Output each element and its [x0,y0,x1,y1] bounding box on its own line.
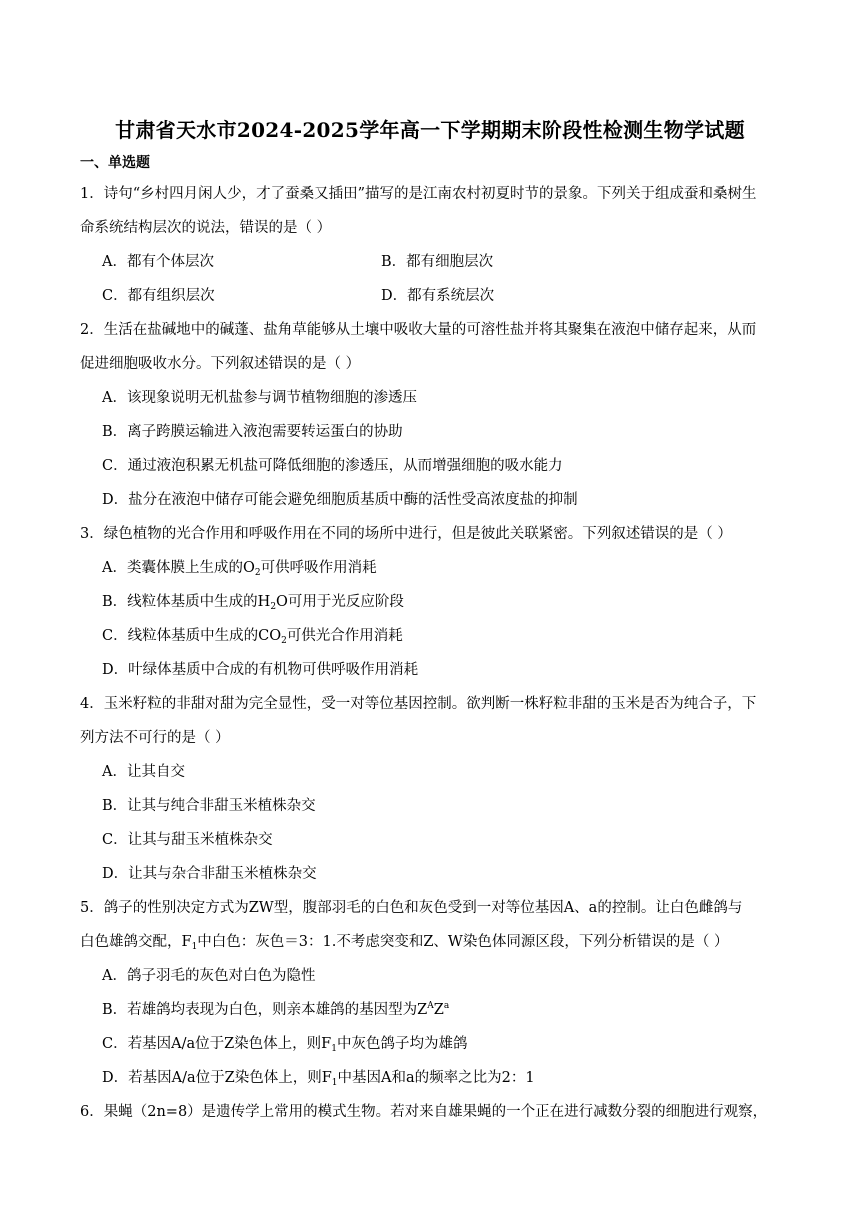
question-4-text-cont: 列方法不可行的是（ ） [80,730,230,746]
section-heading: 一、单选题 [80,155,150,171]
question-1-option-d: D．都有系统层次 [381,288,495,304]
document-title: 甘肃省天水市2024-2025学年高一下学期期末阶段性检测生物学试题 [115,118,745,142]
question-4-option-a: A．让其自交 [102,764,185,780]
question-3-option-b: B．线粒体基质中生成的$H_2O$可用于光反应阶段 [102,594,404,612]
question-3-option-a: A．类囊体膜上生成的$O_2$可供呼吸作用消耗 [102,560,377,578]
question-4-option-b: B．让其与纯合非甜玉米植株杂交 [102,798,316,814]
question-6-text: 6．果蝇（2n=8）是遗传学上常用的模式生物。若对来自雄果蝇的一个正在进行减数分裂的细胞进行观察， [80,1104,768,1120]
question-2-option-d: D．盐分在液泡中储存可能会避免细胞质基质中酶的活性受高浓度盐的抑制 [102,492,578,508]
question-3-option-d: D．叶绿体基质中合成的有机物可供呼吸作用消耗 [102,662,419,678]
question-5-text-cont: 白色雄鸽交配，$F_1$中白色：灰色＝3：1.不考虑突变和Z、W染色体同源区段，下列分析错误的是（ ） [80,934,729,952]
question-5-option-d: D．若基因A/a位于Z染色体上，则$F_1$中基因A和a的频率之比为2：1 [102,1070,535,1088]
question-1-option-a: A．都有个体层次 [102,254,214,270]
question-2-text-cont: 促进细胞吸收水分。下列叙述错误的是（ ） [80,356,361,372]
question-5-option-c: C．若基因A/a位于Z染色体上，则$F_1$中灰色鸽子均为雄鸽 [102,1036,468,1054]
question-1-text-cont: 命系统结构层次的说法，错误的是（ ） [80,220,332,236]
question-2-option-b: B．离子跨膜运输进入液泡需要转运蛋白的协助 [102,424,403,440]
question-3-option-c: C．线粒体基质中生成的$CO_2$可供光合作用消耗 [102,628,403,646]
question-4-option-d: D．让其与杂合非甜玉米植株杂交 [102,866,317,882]
question-1-text: 1．诗句“乡村四月闲人少，才了蚕桑又插田”描写的是江南农村初夏时节的景象。下列关于组成蚕和桑树生 [80,186,757,202]
question-2-text: 2．生活在盐碱地中的碱蓬、盐角草能够从土壤中吸收大量的可溶性盐并将其聚集在液泡中储存起来，从而 [80,322,757,338]
question-1-option-b: B．都有细胞层次 [381,254,494,270]
question-5-text: 5．鸽子的性别决定方式为ZW型，腹部羽毛的白色和灰色受到一对等位基因A、a的控制。让白色雌鸽与 [80,900,743,916]
question-5-option-a: A．鸽子羽毛的灰色对白色为隐性 [102,968,316,984]
question-3-text: 3．绿色植物的光合作用和呼吸作用在不同的场所中进行，但是彼此关联紧密。下列叙述错误的是（ ） [80,526,732,542]
question-1-option-c: C．都有组织层次 [102,288,215,304]
question-4-option-c: C．让其与甜玉米植株杂交 [102,832,273,848]
question-5-option-b: B．若雄鸽均表现为白色，则亲本雄鸽的基因型为$Z^AZ^a$ [102,1001,450,1018]
question-4-text: 4．玉米籽粒的非甜对甜为完全显性，受一对等位基因控制。欲判断一株籽粒非甜的玉米是否为纯合子，下 [80,696,757,712]
question-2-option-c: C．通过液泡积累无机盐可降低细胞的渗透压，从而增强细胞的吸水能力 [102,458,563,474]
question-2-option-a: A．该现象说明无机盐参与调节植物细胞的渗透压 [102,390,417,406]
